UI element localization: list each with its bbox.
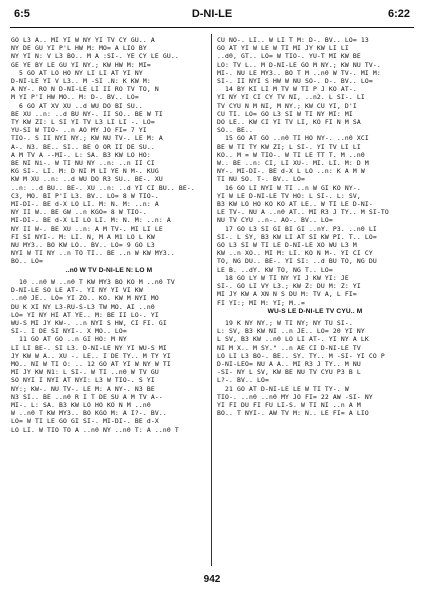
text-line: SI-. GO LI VY L3.; KW Z: DU M: Z: YI	[217, 282, 361, 291]
text-line: CU TI. LO= GO L3 SI W TI NY MI: MI	[217, 109, 353, 118]
text-line: N3 SI.. BE ..n0 R I T DE SU A M TV A--	[11, 392, 163, 401]
text-line: KW M XU ..n: ..d WU DO R3 SU.. BE-. XU	[11, 175, 163, 184]
text-line: TV CYU N M NI, M NY.; KW CU YI, D'I	[217, 101, 357, 110]
text-line: B3 KW LO HO KO KO AT LE.. W TI LE D-NI-	[217, 200, 373, 209]
text-line: NU TV CYU ..n-. AO-. BV.. LO=	[217, 216, 333, 225]
text-line: 6 GO AT XV XU ..d WU DO BI SU..	[19, 101, 143, 110]
text-line: MI JY KW A XN N S DU M: TV A, L FI=	[217, 290, 357, 299]
text-line: GO L3 A.. MI YI W NY YI TV CY GU.. A	[11, 36, 155, 44]
text-line: NY DE GU YI P'L HW M: MO= A LIO BY	[11, 44, 147, 53]
text-line: YI W LE D-NI-LE TV HO: L SI-. L: SV,	[217, 191, 361, 200]
text-line: GE YE BY LE GU YI NY.; KW HW M: MI=	[11, 60, 151, 69]
text-line: D-NI-LEO= NU A A.. MI R3 J TY.. M NU	[217, 359, 361, 368]
text-line: LO LI L3 BO-. BE.. SY. TY.. M -SI- YI CO P	[217, 351, 385, 360]
text-line: DU K XI NY L3-RU-S-L3 TW MO. AI ..n0	[11, 302, 155, 311]
text-line: L: SV, B3 KW NI ..n JE.. LO= 20 YI NY	[217, 327, 365, 336]
chapter-verse-end: 6:22	[387, 8, 410, 20]
text-line: 15 GO AT GO ..n0 TI HO NY-. ..n0 XCI	[225, 134, 369, 143]
text-line: 10 ..n0 W ..n0 T KW MY3 BO KO M ..n0 TV	[19, 277, 175, 286]
text-line: LO: TV L.. M D-NI-LE GO M NY.; KW NU TV-.	[217, 60, 381, 69]
text-line: YI FI DU FI FU LI-S. W TI NI ..n A M	[217, 400, 361, 409]
text-line: NI M X.. M SY." ..n AE CI D-NI-LE TV	[217, 343, 361, 352]
text-line: D-NI-LE SO LE AT-. YI NY YI VI KW	[11, 286, 143, 295]
text-line: TI NU SO. T-. BV.. LO=	[217, 175, 305, 184]
text-line: SO.. BE..	[217, 126, 253, 135]
text-line: 5 GO AT LO HO NY LI LI AT YI NY	[19, 68, 143, 77]
text-line: NY II W-. BE XU ..n: A M TV-. MI LI LE	[11, 224, 163, 233]
text-line: LO= W TI LE GO GI SI-. MI-DI-. BE d-X	[11, 417, 159, 426]
text-line: MI-DI-. BE d-X LO LI. M: N. M: ..n: A	[11, 200, 159, 209]
text-line: LI LI BE-. SI L3. D-NI-LE NY YI WU-S MI	[11, 343, 167, 352]
text-line: FI YI:; MI M: YI; M..=	[217, 298, 305, 307]
section-heading: ..n0 W TV D-NI-LE N: LO M	[65, 266, 153, 274]
text-line: SI-. I DE SI NYI-. X MO.. LO=	[11, 327, 127, 336]
text-line: -SI- NY L SV, KW BE NU TV CYU P3 B L	[217, 368, 361, 377]
text-line: BO.. LO=	[11, 257, 43, 266]
book-title: D-NI-LE	[191, 8, 233, 20]
text-line: MI-. NU LE MY3.. BO T M ..n0 W TV-. MI M:	[217, 68, 381, 77]
text-line: SI-. II NYI S HW W NU SO-. D-. BV.. LO=	[217, 77, 373, 86]
text-line: M YI P'I HW MO.. M: D-. BV.. LO=	[11, 93, 139, 102]
text-line: W.. BE ..n: CI, LI XU-. MI. LI. M: D M	[217, 159, 369, 168]
text-line: MI JY KW N1: L SI-. W TI ..n0 W TV GU	[11, 368, 159, 377]
text-line: 11 GO AT GO ..n GI HO: M NY	[19, 335, 127, 344]
text-line: LE TV-. NU A ..n0 AT.. MI R3 J TY.. M SI-TO	[217, 208, 389, 217]
text-line: WU-S MI JY KW-. ..n NYI S HW, CI FI. GI	[11, 318, 167, 327]
text-line: JY KW W A.. XU -. LE.. I DE TY.. M TY YI	[11, 351, 171, 360]
page-number: 942	[203, 574, 221, 585]
text-line: NY:; KW-. NU TV-. LE M: A NY-. N3 BE	[11, 384, 155, 393]
column-divider	[211, 34, 212, 566]
text-line: W ..n0 T KW MY3.. BO KGO M: A I?-. BV..	[11, 409, 167, 418]
text-line: 17 GO L3 SI GI BI GI ..nY. P3. ..n0 LI	[225, 224, 377, 233]
text-line: SO NYI I NYI AT NYI: L3 W TIO-. S YI	[11, 376, 155, 385]
text-line: LE B. ..dY. KW TO, NG T.. LO=	[217, 265, 333, 274]
text-line: TY KW ZI: L SI YI TV L3 LI LI -. LO=	[11, 118, 155, 127]
text-line: KO.. M = W TIO-. W TI LE TT T. M ..n0	[217, 150, 365, 159]
text-line: YU-SI W TIO- ..n AO MY JO FI= 7 YI	[11, 126, 147, 135]
text-line: LO= YI NY HI AT YE.. M: BE II LO-. YI	[11, 310, 159, 319]
text-line: BE NI Ni-. W TI NU NY ..n: ..n II CI	[11, 159, 155, 168]
text-line: 21 GO AT D-NI-LE LE W TI TY-. W	[225, 384, 349, 393]
text-line: MI-. L: SA. B3 KW LO HO KO N M ..n0	[11, 400, 151, 409]
text-line: GO AT YI W LE W TI MI JY KW LI LI	[217, 44, 349, 53]
text-line: GO L3 SI W TI LE D-NI-LE XO WU L3 M	[217, 241, 357, 250]
page-header	[10, 8, 414, 24]
text-line: D-NI-LE YI V L3.. M -SI .N: K KW M:	[11, 77, 151, 86]
text-line: 18 GO LY W TI NY YI J KW YI: JE	[225, 273, 349, 282]
text-line: BE W TI TY KW ZI; L SI-. YI TV LI LI	[217, 142, 361, 151]
text-line: L SV, B3 KW ..n0 LO LI AT-. YI NY A LK	[217, 335, 369, 344]
right-text-column	[217, 36, 413, 566]
text-line: 14 BY KI LI M TV W TI P J KO AT-.	[225, 85, 357, 94]
text-line: A-. N3. BE.. SI.. BE O OR II DE SU..	[11, 142, 155, 151]
text-line: C3, MO. BI P'I L3. BV.. LO= 8 W TIO-.	[11, 191, 159, 200]
text-line: ..n: ..d BU.. BE-. XU ..n: ..d YI CI BU.. BE-.	[11, 183, 195, 192]
text-line: L?-. BV.. LO=	[217, 376, 269, 385]
text-line: ..n0 JE.. LO= YI ZO.. KO. KW M NYI MO	[11, 294, 159, 303]
section-heading: WU-S LE D-NI-LE TV CYU.. M	[267, 307, 363, 315]
text-line: MI-DI-. BE d-X LI LO LI. M: N. M: ..n: A	[11, 216, 171, 225]
text-line: KW ..n XO.. MI M: LI. KO N M-. YI CI CY	[217, 249, 373, 258]
text-line: BE XU ..n: ..d BU NY-. II SO.. BE W TI	[11, 109, 163, 118]
text-line: NY YI N: V L3 BO.. M A :SI-. YE CY LE GU..	[11, 52, 179, 61]
text-line: TIO-. ..n0 ..n0 MY JO FI= 22 AW -SI- NY	[217, 392, 373, 401]
text-line: FI SI NYI-. M: LI. N, M A M1 LO L KW	[11, 232, 155, 241]
text-line: TIO-. S II NYI NY.; KW NU TV-. LE M: A	[11, 134, 163, 143]
text-line: ..d0, GT.. LO= W TIO-. YU-T MI KW BE	[217, 52, 361, 61]
chapter-verse-start: 6:5	[14, 8, 30, 20]
text-line: YI NY YI CI CY TV NI, ..n2. L SI-. LI	[217, 93, 365, 102]
text-line: MO.. NI W TI O: .. 12 GO AT YI W NY W TI	[11, 359, 171, 368]
text-line: NYI W TI NY ..n TO TI.. BE ..n W KW MY3..	[11, 249, 175, 258]
text-line: CU NO-. LI.. W LI T M: D-. BV.. LO= 13	[217, 36, 369, 44]
text-line: SI-. L SY, B3 KW LI AT SI KW PI. T.. LO=	[217, 232, 377, 241]
left-text-column	[11, 36, 207, 566]
text-line: KG SI-. LI. M: D NI M LI YE N M-. KUG	[11, 167, 159, 176]
text-line: LO LI. W TIO TO A ..n0 NY ..n0 T: A ..n0 T	[11, 425, 179, 434]
text-line: NY-. MI-DI-. BE d-X L LO ..n: K A M W	[217, 167, 365, 176]
header-rule	[10, 27, 414, 28]
text-line: 19 K NY NY.; W TI NY; NY TU SI-.	[225, 318, 353, 327]
text-line: DO LE.. KW CI YI TV LI, KO FI N M SA	[217, 118, 361, 127]
text-line: TO, NG DU.. BE-. YI SI: ..d BU TO, NG DU	[217, 257, 377, 266]
text-line: 16 GO LI NYI W TI ..n W GI KO NY-.	[225, 183, 361, 192]
text-line: BO.. T NYI-. AW TV M: N.. LE FI= A LIO	[217, 409, 369, 418]
text-line: A M TV A --MI-. L: SA. B3 KW LO HO:	[11, 150, 151, 159]
text-line: NU MY3.. BO KW LO.. BV.. LO= 9 GO L3	[11, 241, 155, 250]
text-line: A NY-. RO N D-NI-LE LI II RO TV TO, N	[11, 85, 159, 94]
text-line: NY II W.. BE GW ..n KGO= 8 W TIO-.	[11, 208, 147, 217]
